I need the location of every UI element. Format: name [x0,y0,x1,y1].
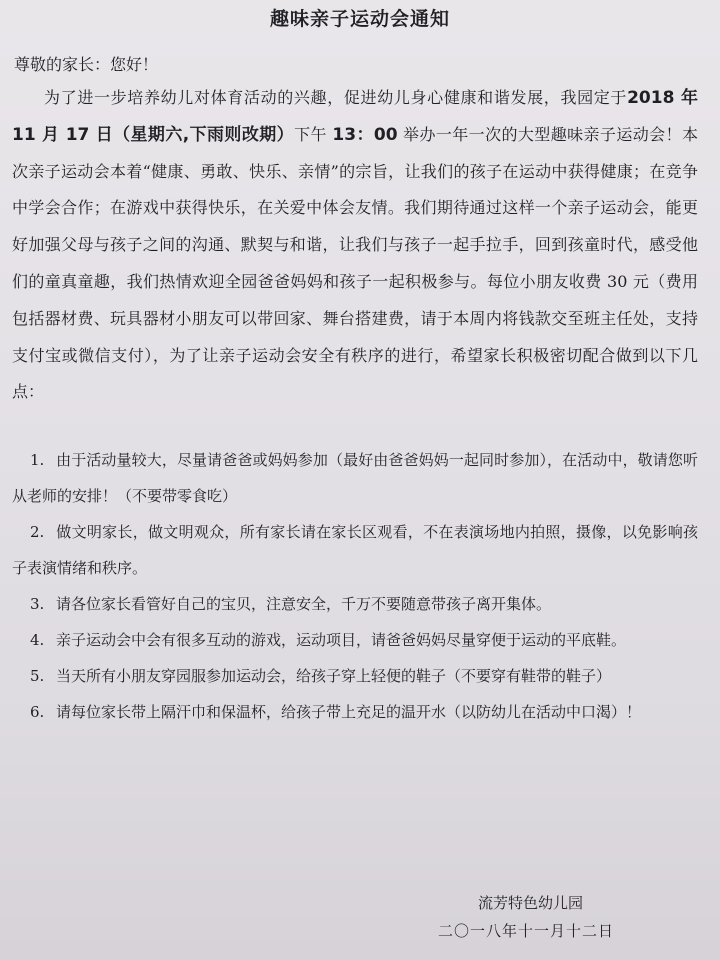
notice-body [12,80,698,411]
item-text: 亲子运动会中会有很多互动的游戏，运动项目，请爸爸妈妈尽量穿便于运动的平底鞋。 [56,631,627,649]
event-date: 2018 年 11 月 17 日 [12,88,698,145]
body-intro: 为了进一步培养幼儿对体育活动的兴趣，促进幼儿身心健康和谐发展，我园定于 [44,88,628,107]
item-number: 2. [30,523,45,541]
item-text: 请每位家长带上隔汗巾和保温杯，给孩子带上充足的温开水（以防幼儿在活动中口渴）！ [56,703,642,721]
list-item [12,622,698,658]
item-text: 做文明家长，做文明观众，所有家长请在家长区观看，不在表演场地内拍照，摄像，以免影响孩子表演情绪和秩序。 [12,523,698,577]
item-number: 6. [30,703,45,721]
event-time: 13：00 [332,124,398,145]
signature-org: 流芳特色幼儿园 [478,894,584,912]
list-item [12,586,698,622]
item-number: 3. [30,595,45,613]
time-prefix: 下午 [294,124,327,144]
item-number: 1. [30,451,45,469]
notice-title: 趣味亲子运动会通知 [269,8,450,30]
list-item [12,658,698,694]
item-number: 4. [30,631,45,649]
body-main: 举办一年一次的大型趣味亲子运动会！本次亲子运动会本着“健康、勇敢、快乐、亲情”的宗旨，让我们的孩子在运动中获得健康；在竞争中学会合作；在游戏中获得快乐，在关爱中体会友情。我们期待通过这样一个亲子运动会，能更好加强父母与孩子之间的沟通、默契与和谐，让我们与孩子一起手拉手，回到孩童时代，感受他们的童真童趣，我们热情欢迎全园爸爸妈妈和孩子一起积极参与。每位小朋友收费 30 元（费用包括器材费、玩具器材小朋友可以带回家、舞台搭建费，请于本周内将钱款交至班主任处，支持支付宝或微信支付），为了让亲子运动会安全有秩序的进行，希望家长积极密切配合做到以下几点： [12,124,698,402]
item-text: 当天所有小朋友穿园服参加运动会，给孩子穿上轻便的鞋子（不要穿有鞋带的鞋子） [56,667,612,685]
list-item [12,694,698,730]
item-text: 由于活动量较大，尽量请爸爸或妈妈参加（最好由爸爸妈妈一起同时参加），在活动中，敬请您听从老师的安排！（不要带零食吃） [12,451,698,505]
signature-date: 二〇一八年十一月十二日 [438,922,615,940]
item-number: 5. [30,667,45,685]
item-text: 请各位家长看管好自己的宝贝，注意安全，千万不要随意带孩子离开集体。 [56,595,552,613]
list-item [12,442,698,514]
requirements-list [12,442,698,730]
salutation: 尊敬的家长：您好！ [14,55,159,74]
list-item [12,514,698,586]
event-weekday: （星期六,下雨则改期） [113,124,295,145]
